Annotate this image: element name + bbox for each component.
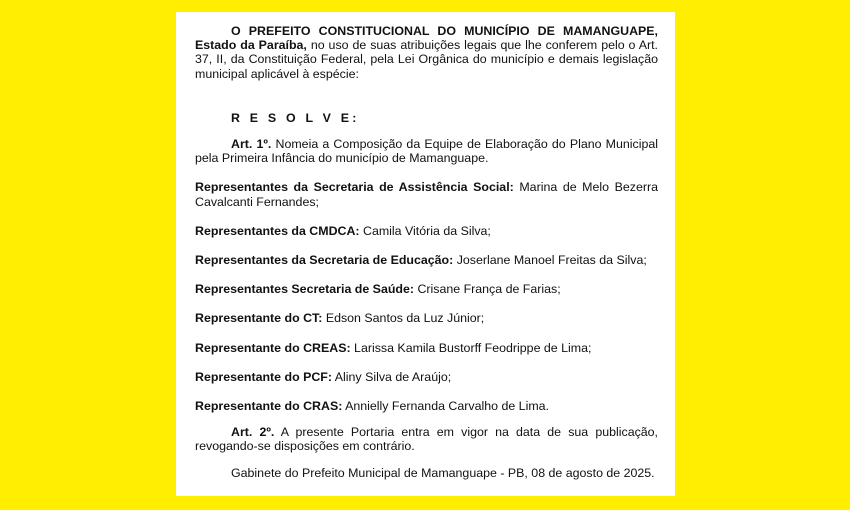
representative-name: Crisane França de Farias; (414, 282, 561, 297)
article-1 (195, 137, 658, 165)
preamble-paragraph (195, 24, 658, 81)
representative-item (195, 282, 658, 296)
document-body (195, 24, 658, 480)
representative-item (195, 311, 658, 325)
resolve-heading (195, 111, 658, 125)
representative-item (195, 180, 658, 208)
representative-item (195, 370, 658, 384)
article-2 (195, 425, 658, 453)
representative-name: Annielly Fernanda Carvalho de Lima. (342, 399, 549, 414)
representative-item (195, 341, 658, 355)
resolve-label: R E S O L V E: (231, 110, 360, 125)
article-1-text: Nomeia a Composição da Equipe de Elaboração do Plano Municipal pela Primeira Infância do município de Mamanguape. (195, 137, 658, 166)
representative-label: Representantes Secretaria de Saúde: (195, 282, 414, 297)
representative-name: Camila Vitória da Silva; (359, 223, 491, 238)
representative-name: Joserlane Manoel Freitas da Silva; (453, 253, 647, 268)
preamble-text: no uso de suas atribuições legais que lhe conferem pelo o Art. 37, II, da Constituição Federal, pela Lei Orgânica do município e demais legislação municipal aplicável à espécie: (195, 38, 658, 81)
representative-name: Edson Santos da Luz Júnior; (322, 311, 485, 326)
representative-label: Representantes da Secretaria de Educação: (195, 253, 454, 268)
article-2-text: A presente Portaria entra em vigor na data de sua publicação, revogando-se disposições em contrário. (195, 425, 659, 454)
representative-name: Marina de Melo Bezerra Cavalcanti Fernandes; (195, 180, 659, 209)
representative-label: Representantes da Secretaria de Assistência Social: (195, 180, 514, 195)
article-2-label: Art. 2º. (231, 425, 275, 440)
representative-item (195, 224, 658, 238)
representative-name: Aliny Silva de Araújo; (332, 369, 452, 384)
closing-line: Gabinete do Prefeito Municipal de Mamanguape - PB, 08 de agosto de 2025. (231, 465, 655, 480)
representative-item (195, 399, 658, 413)
representative-label: Representante do CREAS: (195, 340, 351, 355)
article-1-label: Art. 1º. (231, 137, 272, 152)
representative-name: Larissa Kamila Bustorff Feodrippe de Lima; (350, 340, 592, 355)
representative-label: Representante do PCF: (195, 369, 333, 384)
representative-label: Representante do CT: (195, 311, 323, 326)
representative-label: Representantes da CMDCA: (195, 223, 360, 238)
representative-item (195, 253, 658, 267)
representative-label: Representante do CRAS: (195, 399, 343, 414)
preamble-heading: O PREFEITO CONSTITUCIONAL DO MUNICÍPIO DE MAMANGUAPE, Estado da Paraíba, (195, 24, 658, 53)
